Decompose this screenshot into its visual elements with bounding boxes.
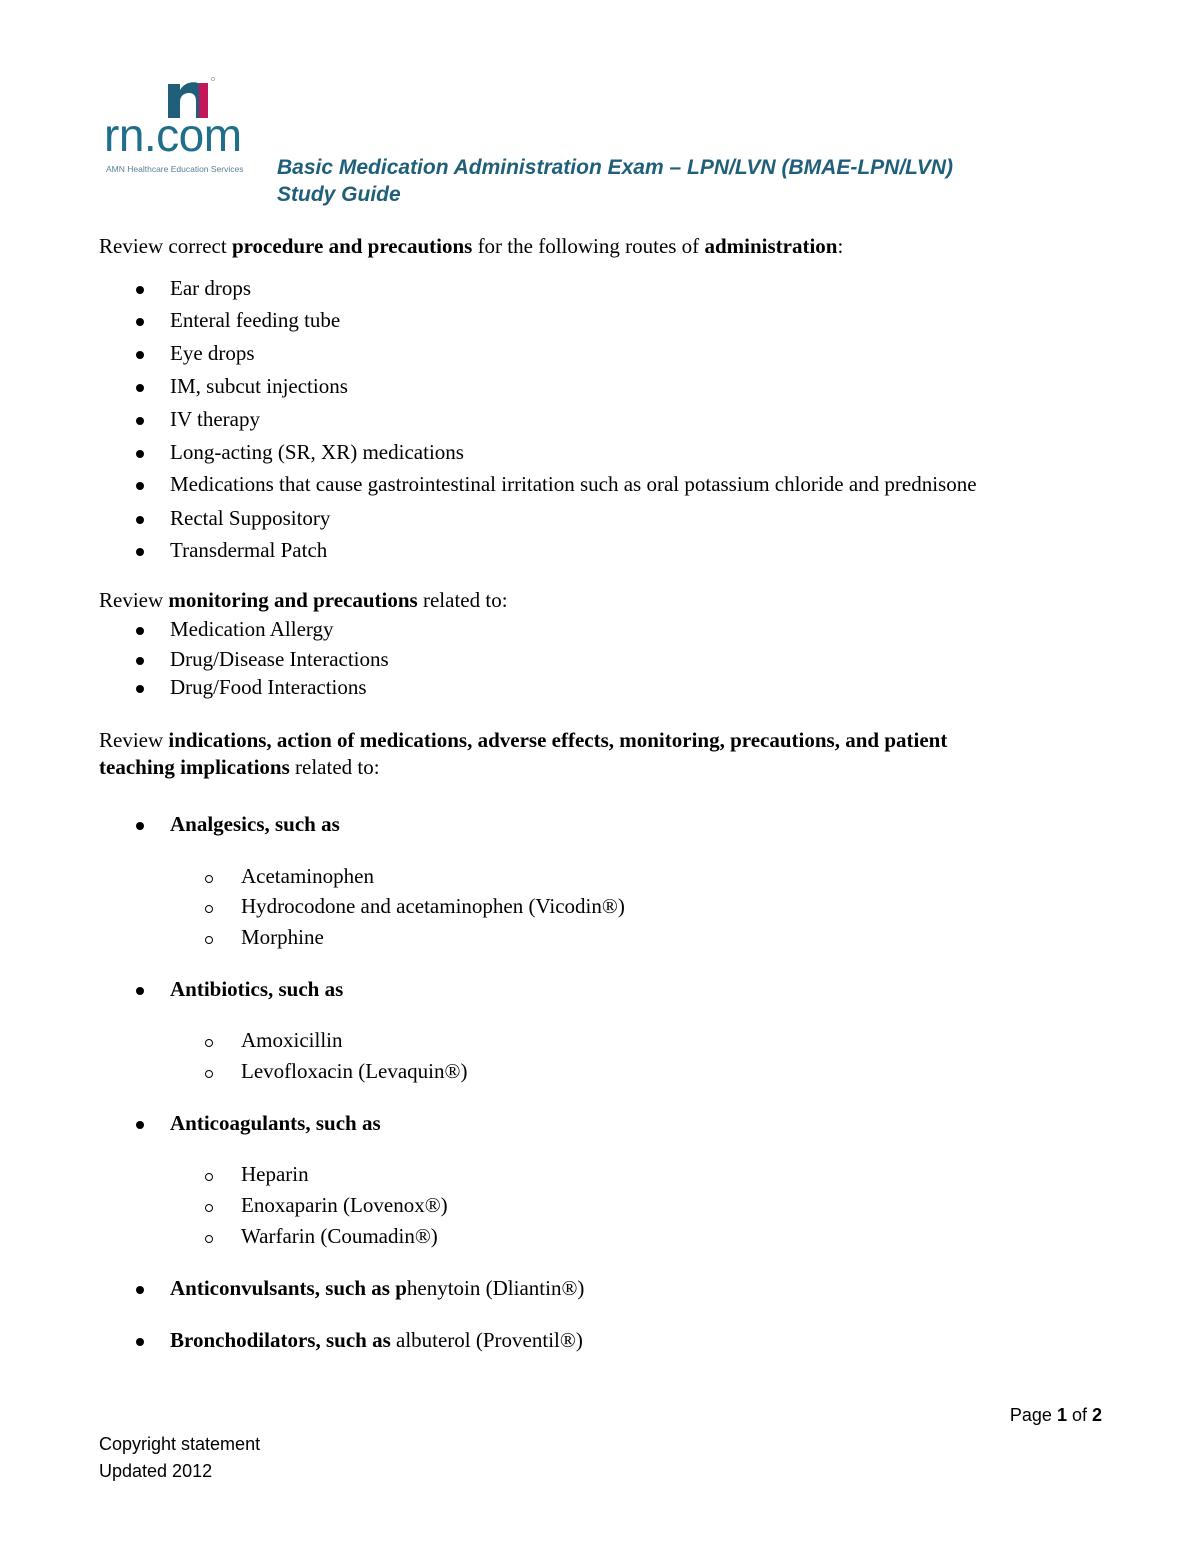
- list-item-text: Rectal Suppository: [170, 506, 331, 530]
- drug-example-text: Amoxicillin: [241, 1028, 343, 1052]
- title-line-1: Basic Medication Administration Exam – LPN/LVN (BMAE-LPN/LVN): [277, 156, 953, 179]
- bullet-icon: [136, 1286, 144, 1294]
- circle-bullet-icon: [205, 875, 213, 883]
- bullet-icon: [136, 318, 144, 326]
- updated-date: Updated 2012: [99, 1461, 213, 1481]
- bullet-icon: [136, 548, 144, 556]
- rn-logo: [104, 68, 269, 178]
- list-item-text: Drug/Food Interactions: [170, 675, 367, 699]
- bullet-icon: [136, 657, 144, 665]
- drug-example-text: Acetaminophen: [241, 864, 374, 888]
- drug-example-text: Heparin: [241, 1162, 309, 1186]
- bullet-icon: [136, 1338, 144, 1346]
- list-item-text: Eye drops: [170, 341, 255, 365]
- footer-info: [99, 1431, 260, 1485]
- drug-example-text: Enoxaparin (Lovenox®): [241, 1193, 448, 1217]
- list-item-text: Transdermal Patch: [170, 538, 328, 562]
- bullet-icon: [136, 351, 144, 359]
- bullet-icon: [136, 417, 144, 425]
- list-item-text: IM, subcut injections: [170, 374, 348, 398]
- list-item-text: Medication Allergy: [170, 617, 334, 641]
- drug-class-label: Anticoagulants, such as: [170, 1111, 381, 1135]
- section2-intro: Review monitoring and precautions related to:: [99, 588, 508, 612]
- bullet-icon: [136, 482, 144, 490]
- list-item-text: IV therapy: [170, 407, 260, 431]
- circle-bullet-icon: [205, 1173, 213, 1181]
- circle-bullet-icon: [205, 1235, 213, 1243]
- drug-class-label: Analgesics, such as: [170, 812, 340, 836]
- bullet-icon: [136, 627, 144, 635]
- drug-example-text: Hydrocodone and acetaminophen (Vicodin®): [241, 894, 625, 918]
- section3-intro: Review indications, action of medications, adverse effects, monitoring, precautions, and patient teaching implications related to:: [99, 728, 948, 779]
- drug-example-text: Levofloxacin (Levaquin®): [241, 1059, 468, 1083]
- bullet-icon: [136, 384, 144, 392]
- list-item-text: Drug/Disease Interactions: [170, 647, 389, 671]
- circle-bullet-icon: [205, 1039, 213, 1047]
- circle-bullet-icon: [205, 1204, 213, 1212]
- bullet-icon: [136, 1121, 144, 1129]
- logo-tagline: AMN Healthcare Education Services: [106, 164, 244, 174]
- list-item-text: Long-acting (SR, XR) medications: [170, 440, 464, 464]
- section1-intro: Review correct procedure and precautions for the following routes of administration:: [99, 234, 844, 258]
- bullet-icon: [136, 987, 144, 995]
- circle-bullet-icon: [205, 1070, 213, 1078]
- drug-example-text: Morphine: [241, 925, 324, 949]
- bullet-icon: [136, 822, 144, 830]
- circle-bullet-icon: [205, 936, 213, 944]
- circle-bullet-icon: [205, 905, 213, 913]
- bullet-icon: [136, 685, 144, 693]
- list-item-text: Enteral feeding tube: [170, 308, 341, 332]
- bullet-icon: [136, 516, 144, 524]
- page-number: Page 1 of 2: [1009, 1405, 1102, 1425]
- drug-class-label: Bronchodilators, such as albuterol (Proventil®): [170, 1328, 583, 1352]
- document-title: [277, 154, 953, 208]
- logo-wordmark: rn.com: [104, 109, 242, 161]
- copyright-statement: Copyright statement: [99, 1434, 261, 1454]
- drug-example-text: Warfarin (Coumadin®): [241, 1224, 438, 1248]
- list-item-text: Ear drops: [170, 276, 252, 300]
- drug-class-label: Anticonvulsants, such as phenytoin (Dliantin®): [170, 1276, 585, 1300]
- bullet-icon: [136, 450, 144, 458]
- title-line-2: Study Guide: [277, 183, 401, 206]
- drug-class-label: Antibiotics, such as: [170, 977, 344, 1001]
- bullet-icon: [136, 286, 144, 294]
- list-item-text: Medications that cause gastrointestinal irritation such as oral potassium chloride and prednisone: [170, 472, 977, 496]
